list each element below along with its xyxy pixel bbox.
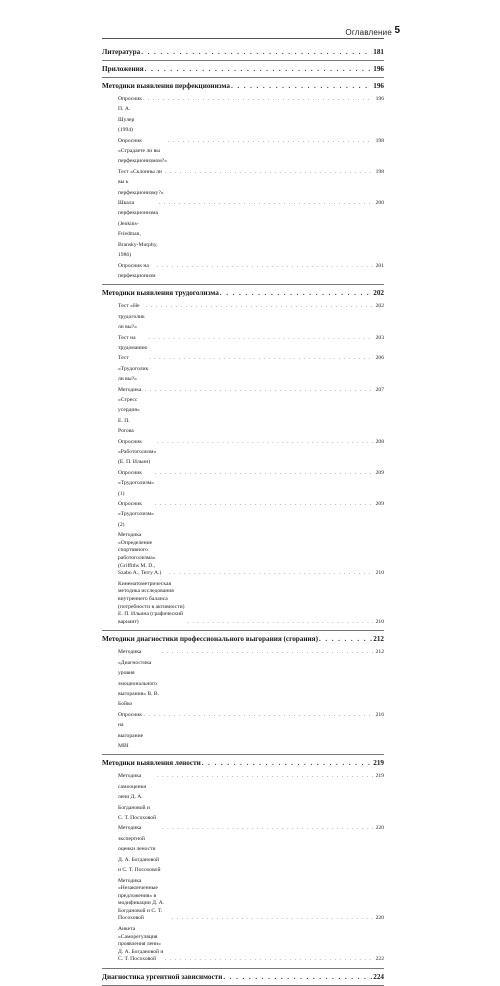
toc-section-page: 224 (373, 973, 384, 982)
toc-section-heading[interactable] (102, 631, 384, 647)
dot-leader (319, 633, 372, 645)
dot-leader (146, 301, 373, 311)
dot-leader (144, 710, 373, 720)
toc-entry-page: 198 (375, 137, 384, 144)
dot-leader (155, 468, 373, 478)
dot-leader (143, 94, 373, 104)
section-spacer (102, 965, 384, 968)
toc-section-title: Методики выявления лености (102, 759, 201, 768)
toc-entry-page: 203 (375, 334, 384, 341)
header-rule (102, 38, 384, 39)
toc-section (102, 969, 384, 986)
toc-entry-page: 201 (375, 262, 384, 269)
toc-entry-title: Методика самооценки лени Д. А. Богдановой и С. Т. Посоховой (118, 773, 157, 822)
toc-entry-page: 219 (375, 773, 384, 780)
toc-entry[interactable] (102, 710, 384, 752)
page-number: 5 (394, 25, 400, 36)
dot-leader (149, 353, 373, 363)
dot-leader (165, 956, 373, 964)
toc-entry-title: Опросник П. А. Шулер (1994) (118, 96, 142, 134)
section-spacer (102, 751, 384, 754)
table-of-contents (102, 44, 384, 986)
toc-entry[interactable] (102, 579, 384, 628)
toc-entry-title: Тест «Склонны ли вы к перфекционизму?» (118, 168, 164, 196)
toc-entry-title: Анкета «Саморегуляция проявления лени» Д. А. Богдановой и С. Т. Посоховой (118, 926, 164, 963)
toc-entry[interactable] (102, 136, 384, 167)
toc-section-page: 219 (373, 759, 384, 768)
toc-entry-page: 210 (375, 618, 384, 625)
toc-entry[interactable] (102, 437, 384, 468)
dot-leader (145, 385, 373, 395)
dot-leader (162, 647, 373, 657)
toc-section-heading[interactable] (102, 44, 384, 60)
toc-section-heading[interactable] (102, 755, 384, 771)
toc-entry-title: Опросник на выгорание MBI (118, 711, 144, 750)
toc-entry-title: Методика экспертной оценки лености Д. А. Богдановой и С. Т. Посоховой (118, 825, 161, 874)
section-spacer (102, 627, 384, 630)
toc-entry-page: 206 (375, 355, 384, 362)
toc-entry-title: Тест «Не трудоголик ли вы?» (118, 303, 145, 331)
toc-entry-page: 198 (375, 168, 384, 175)
toc-entry[interactable] (102, 468, 384, 499)
toc-section-page: 196 (373, 82, 384, 90)
dot-leader (148, 333, 373, 343)
toc-section-title: Методики диагностики профессионального выгорания (сгорания) (102, 635, 318, 644)
toc-entry-page: 196 (375, 96, 384, 102)
dot-leader (157, 437, 373, 447)
toc-section-title: Диагностика ургентной зависимости (102, 973, 223, 982)
dot-leader (162, 823, 373, 833)
toc-entry[interactable] (102, 823, 384, 875)
toc-entry-page: 209 (375, 469, 384, 476)
dot-leader (145, 63, 373, 75)
dot-leader (223, 971, 372, 983)
toc-section (102, 631, 384, 755)
toc-entry[interactable] (102, 261, 384, 282)
toc-section (102, 285, 384, 631)
toc-section-page: 212 (373, 635, 384, 644)
dot-leader (165, 167, 373, 177)
dot-leader (171, 915, 373, 923)
toc-entry-title: Опросник «Страдаете ли вы перфекционизмом?» (118, 137, 168, 165)
toc-entry-page: 202 (375, 303, 384, 310)
toc-section-title: Приложения (102, 65, 144, 73)
toc-entry-title: Тест «Трудоголик ли вы?» (118, 355, 149, 383)
toc-entry-title: Опросник «Работоголизм» (Е. П. Ильин) (118, 438, 157, 466)
dot-leader (169, 570, 373, 578)
toc-entry-page: 208 (375, 438, 384, 445)
toc-entry[interactable] (102, 167, 384, 198)
toc-entry-page: 222 (375, 956, 384, 963)
toc-section-title: Методики выявления трудоголизма (102, 289, 219, 298)
section-spacer (102, 281, 384, 284)
toc-entry-page: 207 (375, 386, 384, 393)
toc-entry-title: Методика «Определение спортивного работоголизма» (Griffiths M. D., Szabo A., Terry A.) (118, 532, 162, 577)
dot-leader (187, 619, 373, 627)
toc-section-heading[interactable] (102, 969, 384, 985)
toc-section-heading[interactable] (102, 78, 384, 94)
dot-leader (159, 198, 373, 208)
toc-section-page: 196 (373, 65, 384, 73)
toc-entry[interactable] (102, 333, 384, 354)
toc-section-title: Методики выявления перфекционизма (102, 82, 230, 90)
toc-entry-page: 220 (375, 915, 384, 922)
toc-entry-title: Опросник на перфекционизм (118, 262, 156, 279)
toc-entry[interactable] (102, 353, 384, 384)
dot-leader (168, 136, 373, 146)
toc-entry[interactable] (102, 771, 384, 823)
toc-entry[interactable] (102, 499, 384, 530)
toc-section-page: 202 (373, 289, 384, 298)
dot-leader (155, 499, 373, 509)
toc-section-page: 181 (373, 48, 384, 56)
toc-entry-page: 210 (375, 570, 384, 577)
toc-entry[interactable] (102, 94, 384, 136)
dot-leader (157, 261, 373, 271)
toc-section (102, 78, 384, 285)
toc-entry[interactable] (102, 385, 384, 437)
toc-entry-title: Опросник «Трудоголизм» (2) (118, 501, 154, 528)
toc-entry-page: 209 (375, 501, 384, 508)
toc-entry[interactable] (102, 876, 384, 925)
dot-leader (157, 771, 373, 781)
toc-entry[interactable] (102, 530, 384, 579)
toc-entry-title: Методика «Диагностика уровня эмоционального выгорания» В. В. Бойко (118, 649, 160, 708)
toc-section (102, 61, 384, 78)
toc-entry-page: 216 (375, 711, 384, 718)
toc-section (102, 755, 384, 969)
toc-section-heading[interactable] (102, 61, 384, 77)
toc-section-title: Литература (102, 48, 141, 56)
toc-entry-title: Методика «Незаконченные предложения» в модификации Д. А. Богдановой и С. Т. Посоховой (118, 877, 165, 922)
toc-entry-page: 220 (375, 825, 384, 832)
toc-entry-title: Кинематометрическая методика исследования внутреннего баланса (потребности в активности) Е. П. Ильина (графический вариант) (118, 580, 185, 625)
toc-section (102, 44, 384, 61)
running-head-title: Оглавление (345, 28, 392, 37)
toc-entry-title: Тест на трудоманию (118, 334, 148, 351)
dot-leader (220, 287, 372, 299)
dot-leader (202, 757, 372, 769)
toc-entry-page: 212 (375, 649, 384, 656)
toc-entry-page: 200 (375, 200, 384, 207)
dot-leader (141, 46, 372, 58)
dot-leader (231, 80, 372, 92)
toc-section-heading[interactable] (102, 285, 384, 301)
toc-entry-title: Методика «Стресс усердия» Е. П. Рогова (118, 386, 142, 435)
toc-entry-title: Шкала перфекционизма (Jenkins-Friedman, Bransky-Murphy, 1986) (118, 200, 158, 259)
toc-entry[interactable] (102, 647, 384, 709)
toc-entry[interactable] (102, 301, 384, 332)
toc-entry[interactable] (102, 924, 384, 965)
toc-entry-title: Опросник «Трудоголизм» (1) (118, 469, 154, 497)
toc-entry[interactable] (102, 198, 384, 260)
